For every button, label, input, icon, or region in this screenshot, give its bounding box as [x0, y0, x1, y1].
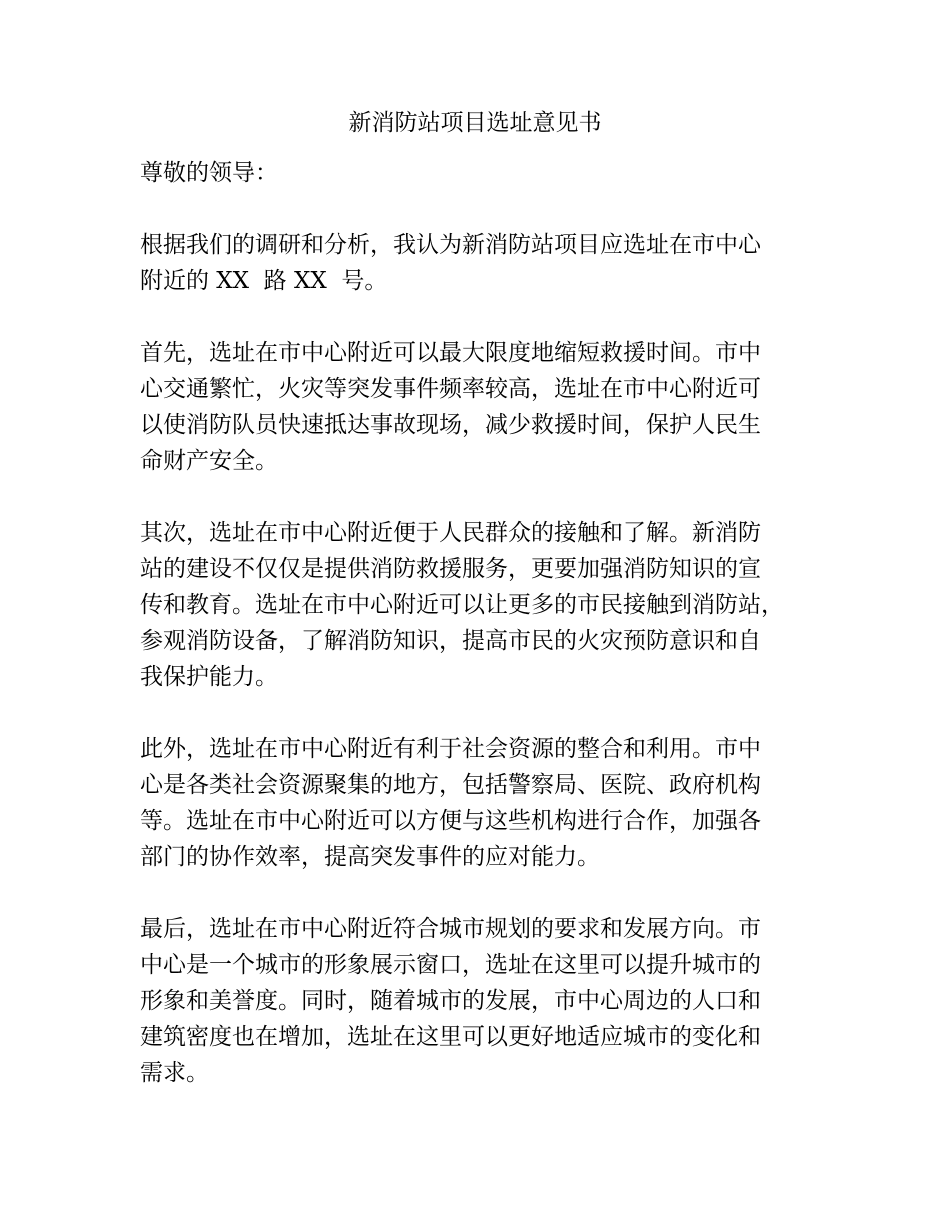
paragraph-line: 需求。	[140, 1060, 209, 1086]
paragraph-line: 中心是一个城市的形象展示窗口，选址在这里可以提升城市的	[140, 952, 761, 978]
paragraph-line: 此外，选址在市中心附近有利于社会资源的整合和利用。市中	[140, 736, 761, 762]
paragraph-line: 以使消防队员快速抵达事故现场，减少救援时间，保护人民生	[140, 412, 761, 438]
paragraph-line: 根据我们的调研和分析，我认为新消防站项目应选址在市中心	[140, 232, 761, 258]
paragraph-line: 建筑密度也在增加，选址在这里可以更好地适应城市的变化和	[140, 1024, 761, 1050]
paragraph-line: 命财产安全。	[140, 448, 278, 474]
paragraph-line: 附近的 XX 路 XX 号。	[140, 268, 388, 294]
paragraph-line: 我保护能力。	[140, 664, 278, 690]
paragraph-line: 站的建设不仅仅是提供消防救援服务，更要加强消防知识的宣	[140, 556, 761, 582]
paragraph-final-reason	[140, 911, 812, 1091]
paragraph-location-proposal	[140, 227, 812, 299]
paragraph-line: 心交通繁忙，火灾等突发事件频率较高，选址在市中心附近可	[140, 376, 761, 402]
paragraph-line: 心是各类社会资源聚集的地方，包括警察局、医院、政府机构	[140, 772, 761, 798]
paragraph-first-reason	[140, 335, 812, 479]
paragraph-third-reason	[140, 731, 812, 875]
paragraph-line: 最后，选址在市中心附近符合城市规划的要求和发展方向。市	[140, 916, 761, 942]
paragraph-line: 部门的协作效率，提高突发事件的应对能力。	[140, 844, 600, 870]
paragraph-line: 等。选址在市中心附近可以方便与这些机构进行合作，加强各	[140, 808, 761, 834]
paragraph-line: 传和教育。选址在市中心附近可以让更多的市民接触到消防站，	[140, 592, 784, 618]
paragraph-line: 首先，选址在市中心附近可以最大限度地缩短救援时间。市中	[140, 340, 761, 366]
paragraph-line: 参观消防设备，了解消防知识，提高市民的火灾预防意识和自	[140, 628, 761, 654]
paragraph-line: 形象和美誉度。同时，随着城市的发展，市中心周边的人口和	[140, 988, 761, 1014]
document-body	[140, 155, 812, 1091]
document-title: 新消防站项目选址意见书	[348, 110, 602, 136]
salutation: 尊敬的领导：	[140, 160, 278, 186]
paragraph-line: 其次，选址在市中心附近便于人民群众的接触和了解。新消防	[140, 520, 761, 546]
paragraph-second-reason	[140, 515, 812, 695]
